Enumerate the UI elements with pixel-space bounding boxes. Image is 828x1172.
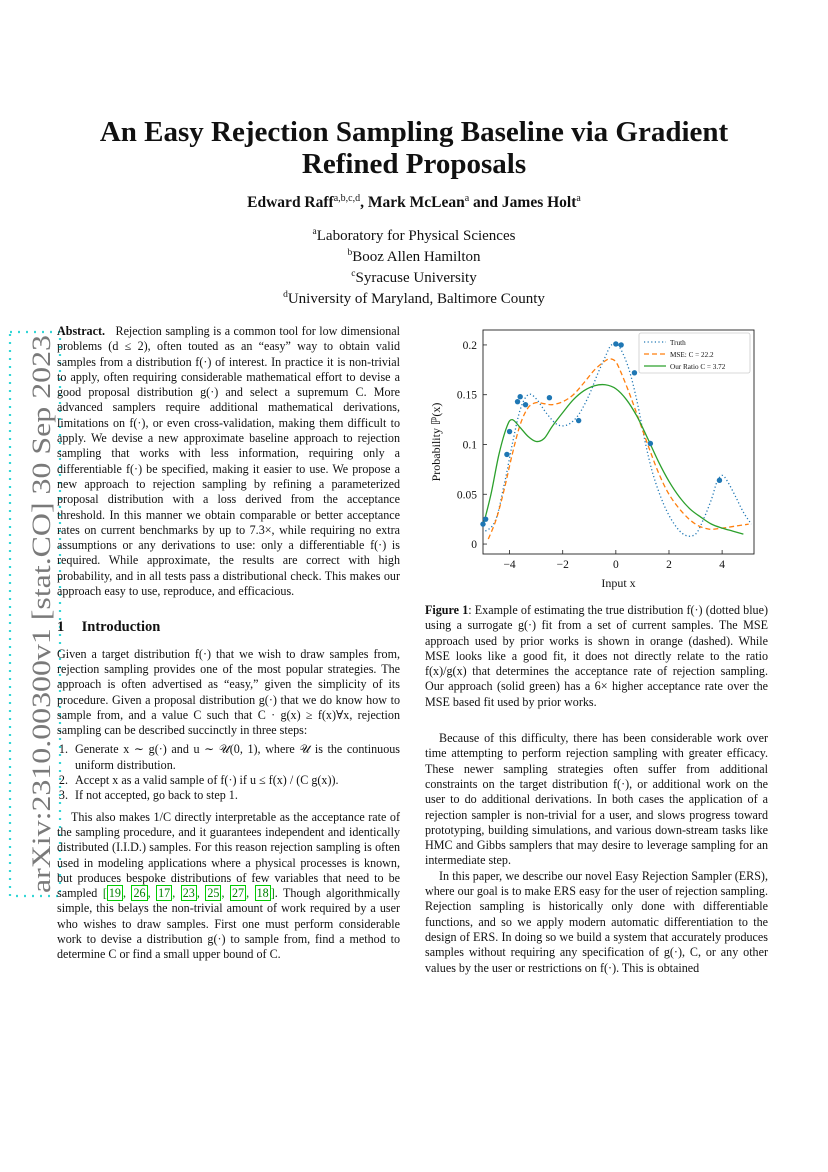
author-name: James Holt: [501, 194, 577, 212]
author-affiliation-marker: a: [576, 193, 581, 204]
ratio-series-line: [483, 385, 743, 535]
sample-point: [504, 452, 509, 457]
paper-title: [60, 116, 768, 180]
section-heading-introduction: [57, 620, 400, 635]
y-tick-label: 0.1: [462, 439, 477, 452]
affiliation-marker: a: [312, 227, 317, 237]
citation-link[interactable]: 18: [256, 886, 269, 901]
sample-point: [480, 521, 485, 526]
x-tick-label: 4: [719, 559, 725, 571]
author-affiliation-marker: a: [464, 193, 470, 204]
abstract-label: Abstract.: [57, 324, 106, 338]
paragraph-text: This also makes 1/C directly interpretable as the acceptance rate of the sampling procedure, and it guarantees independent and identically distributed (I.I.D.) samples. For this reason rejection sampling is often used in modeling applications where a physical processes is known, but produces bespoke distributions of few variables that need to be sampled: [57, 809, 400, 901]
x-tick-label: 2: [666, 559, 672, 571]
sample-point: [717, 478, 722, 483]
figure-caption: [425, 603, 768, 710]
x-tick-label: 0: [612, 559, 619, 571]
citation-link[interactable]: 19: [108, 886, 121, 901]
figure-caption-text: : Example of estimating the true distribution f(·) (dotted blue) using a surrogate g(·) fit from a set of current samples. The MSE approach used by prior works is shown in orange (dashed). While MSE looks like a good fit, it does not directly relate to the ratio f(x)/g(x) that determines the acceptance rate of rejection sampling. Our approach (solid green) has a 6× higher acceptance rate over the MSE based fit used by prior works.: [425, 603, 769, 709]
right-column: [425, 603, 768, 976]
author-affiliation-marker: a,b,c,d: [333, 193, 361, 204]
affiliation-list: [60, 224, 768, 308]
sample-point: [507, 429, 512, 434]
y-axis-label: Probability ℙ(x): [429, 402, 443, 482]
sample-point: [523, 402, 528, 407]
citation-link[interactable]: 17: [158, 886, 171, 901]
author-separator: ,: [360, 194, 368, 212]
mse-series-line: [488, 359, 748, 539]
step-item: 2. Accept x as a valid sample of f(·) if u ≤ f(x) / (C g(x)).: [71, 773, 400, 788]
right-paragraph-2: In this paper, we describe our novel Easy Rejection Sampler (ERS), where our goal is to make ERS easy for the user of rejection sampling. Rejection sampling is historically only done with differentiable functions, and so we apply modern automatic differentiation to the design of ERS. In doing so we build a system that accurately produces samples without requiring any specification of g(·), C, or any other values by the user or restrictions on f(·). This is obtained: [425, 868, 768, 975]
affiliation-name: Booz Allen Hamilton: [352, 249, 481, 265]
sample-point: [517, 394, 522, 399]
affiliation-name: Laboratory for Physical Sciences: [316, 228, 516, 244]
section-number: 1: [57, 619, 65, 636]
y-tick-label: 0.05: [456, 489, 477, 502]
rejection-sampling-steps: [57, 742, 400, 803]
affiliation-marker: d: [283, 290, 288, 300]
figure-1-chart: [425, 324, 768, 600]
citation-group: [ 19 , 26 , 17 , 23 , 25 , 27 , 18 ]: [102, 886, 275, 901]
affiliation: [60, 287, 768, 308]
right-paragraph-1: Because of this difficulty, there has been considerable work over time attempting to perform rejection sampling with greater efficacy. These newer sampling strategies often suffer from additional constraints on the target distribution f(·), or additional work on the user to do additional derivations. In both cases the application of a rejection sampler is non-trivial for a user, and slows progress toward prototyping, building simulations, and various down-stream tasks like HMC and Gibbs samplers that may desire to leverage sampling for an intermediate step.: [425, 731, 768, 868]
sample-point: [648, 441, 653, 446]
x-tick-label: −4: [503, 559, 516, 571]
citation-link[interactable]: 26: [133, 886, 146, 901]
abstract-text: Rejection sampling is a common tool for low dimensional problems (d ≤ 2), often touted as an “easy” way to obtain valid samples from a distribution f(·) of interest. In practice it is non-trivial to apply, often requiring considerable mathematical effort to devise a good proposal distribution g(·) and select a supremum C. More advanced samplers require additional mathematical derivations, limitations on f(·), or even cross-validation, making them difficult to apply. We devise a new approximate baseline approach to rejection sampling that works with less information, requiring only a differentiable f(·) be specified, making it easier to use. We propose a new approach to rejection sampling by refining a parameterized proposal distribution with a loss derived from the acceptance threshold. In this manner we obtain comparable or better acceptance rates on current benchmarks by up to 7.3×, while requiring no extra assumptions or any derivations to use: only a differentiable f(·) is required. While approximate, the results are correct with high probability, and in all tests pass a distributional check. This makes our approach easy to use, reproduce, and efficacious.: [57, 324, 400, 599]
legend-label: Our Ratio C = 3.72: [670, 363, 726, 371]
sample-point: [515, 399, 520, 404]
sample-point: [576, 418, 581, 423]
title-line-1: An Easy Rejection Sampling Baseline via Gradient: [99, 116, 729, 148]
citation-link[interactable]: 25: [207, 886, 220, 901]
sample-point: [613, 341, 618, 346]
y-tick-label: 0.2: [462, 339, 477, 352]
author-separator: and: [469, 194, 502, 212]
sample-point: [547, 395, 552, 400]
author-list: [60, 193, 768, 212]
x-axis-label: Input x: [601, 576, 636, 590]
abstract: [57, 324, 400, 599]
y-tick-label: 0: [471, 539, 477, 552]
step-item: 3. If not accepted, go back to step 1.: [71, 788, 400, 803]
left-column: [57, 324, 400, 963]
sample-point: [618, 342, 623, 347]
citation-link[interactable]: 27: [231, 886, 245, 901]
x-tick-label: −2: [556, 559, 569, 571]
author-name: Edward Raff: [247, 194, 334, 212]
affiliation-marker: c: [351, 269, 356, 279]
legend-label: Truth: [670, 339, 686, 347]
paragraph-text: . Though algorithmically simple, this belays the non-trivial amount of work required by a user who wishes to draw samples. First one must perform considerable work to devise a distribution g(·) to sample from, find a method to determine C or find a small upper bound of C.: [57, 886, 401, 962]
intro-paragraph-2: [57, 810, 400, 963]
sample-point: [483, 516, 488, 521]
title-line-2: Refined Proposals: [301, 148, 527, 180]
step-item: 1. Generate x ∼ g(·) and u ∼ 𝒰(0, 1), where 𝒰 is the continuous uniform distribution.: [71, 742, 400, 773]
affiliation: [60, 224, 768, 245]
affiliation: [60, 266, 768, 287]
affiliation-name: University of Maryland, Baltimore County: [287, 291, 545, 307]
citation-link[interactable]: 23: [182, 886, 195, 901]
intro-paragraph-1: Given a target distribution f(·) that we wish to draw samples from, rejection sampling provides one of the most popular strategies. The approach is often advertised as “easy,” given the simplicity of its procedure. Given a proposal distribution g(·) that we do know how to sample from, and a value C such that C · g(x) ≥ f(x)∀x, rejection sampling can be described succinctly in three steps:: [57, 646, 400, 738]
figure-label: Figure 1: [425, 603, 469, 617]
section-title: Introduction: [81, 619, 161, 636]
affiliation-name: Syracuse University: [355, 270, 477, 286]
sample-point: [632, 370, 637, 375]
y-tick-label: 0.15: [456, 389, 477, 402]
affiliation: [60, 245, 768, 266]
affiliation-marker: b: [347, 248, 353, 258]
author-name: Mark McLean: [367, 194, 465, 212]
arxiv-identifier: arXiv:2310.00300v1 [stat.CO] 30 Sep 2023: [26, 429, 56, 893]
legend-label: MSE: C = 22.2: [670, 351, 714, 359]
